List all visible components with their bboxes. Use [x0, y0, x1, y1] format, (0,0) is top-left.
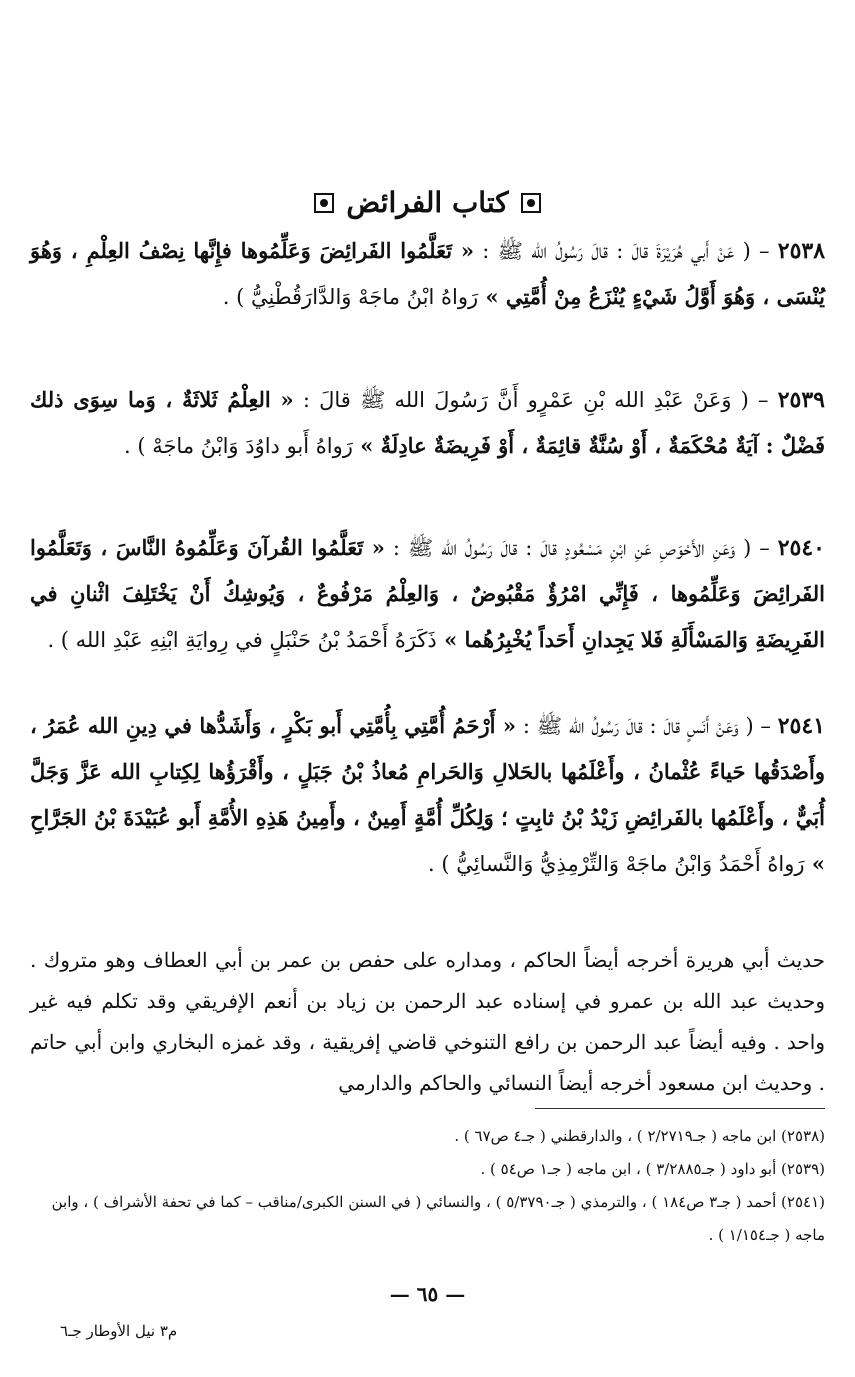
- hadith-intro: – ( وَعَنْ عَبْدِ الله بْنِ عَمْرٍو أَنَّ رَسُولَ الله ﷺ قالَ :: [293, 388, 778, 412]
- hadith-text: « تَعَلَّمُوا الفَرائِضَ وَعَلِّمُوها فإِنَّها نِصْفُ العِلْمِ ، وَهُوَ يُنْسَى ، وَهُوَ أَوَّلُ شَيْءٍ يُنْزَعُ مِنْ أُمَّتِي »: [30, 238, 825, 309]
- footnote: (٢٥٣٨) ابن ماجه ( جـ٢/٢٧١٩ ) ، والدارقطني ( جـ٤ ص٦٧ ) .: [454, 1127, 825, 1145]
- document-page: [30, 0, 825, 1377]
- hadith-2540: [30, 525, 825, 663]
- chapter-title: كتاب الفرائض: [346, 186, 509, 219]
- book-signature: م٣ نيل الأوطار جـ٦: [60, 1322, 178, 1340]
- hadith-2539: [30, 377, 825, 469]
- ornament-icon: [314, 193, 334, 213]
- footnote-divider: [535, 1108, 825, 1109]
- hadith-2538: [30, 228, 825, 320]
- page-number: — ٦٥ —: [389, 1282, 466, 1306]
- commentary-paragraph: حديث أبي هريرة أخرجه أيضاً الحاكم ، ومداره على حفص بن عمر بن أبي العطاف وهو متروك . وحديث عبد الله بن عمرو في إسناده عبد الرحمن بن زياد بن أنعم الإفريقي وقد تكلم فيه غير واحد . وفيه أيضاً عبد الرحمن بن رافع التنوخي قاضي إفريقية ، وقد غمزه البخاري وابن أبي حاتم . وحديث ابن مسعود أخرجه أيضاً النسائي والحاكم والدارمي: [30, 948, 825, 1095]
- hadith-source: رَواهُ أَحْمَدُ وَابْنُ ماجَهْ وَالتِّرْمِذِيُّ وَالنَّسائِيُّ ) .: [427, 852, 805, 876]
- hadith-number: ٢٥٤١: [777, 713, 825, 739]
- hadith-2541: [30, 703, 825, 887]
- hadith-source: رَواهُ ابْنُ ماجَهْ وَالدَّارَقُطْنِيُّ ) .: [222, 285, 479, 309]
- hadith-text: « العِلْمُ ثَلاثَةٌ ، وَما سِوَى ذلك فَضْلٌ : آيَةٌ مُحْكَمَةٌ ، أَوْ سُنَّةٌ قائِمَةٌ ، أَوْ فَرِيضَةٌ عادِلَةٌ »: [30, 387, 825, 458]
- hadith-intro: – ( عَنْ أَبي هُرَيْرَةَ قالَ : قالَ رَسُولُ الله ﷺ :: [474, 239, 778, 263]
- footnote: (٢٥٤١) أحمد ( جـ٣ ص١٨٤ ) ، والترمذي ( جـ٥/٣٧٩٠ ) ، والنسائي ( في السنن الكبرى/مناقب – كما في تحفة الأشراف ) ، وابن ماجه ( جـ١/١٥٤ ) .: [51, 1193, 825, 1244]
- footnotes: [30, 1120, 825, 1252]
- hadith-text: « تَعَلَّمُوا القُرآنَ وَعَلِّمُوهُ النَّاسَ ، وَتَعَلَّمُوا الفَرائِضَ وَعَلِّمُوها ، فَإِنِّي امْرُؤٌ مَقْبُوضٌ ، وَالعِلْمُ مَرْفُوعٌ ، وَيُوشِكُ أَنْ يَخْتَلِفَ اثْنانِ في الفَرِيضَةِ وَالمَسْأَلَةِ فَلا يَجِدانِ أَحَداً يُخْبِرُهُما »: [30, 535, 825, 652]
- hadith-number: ٢٥٤٠: [777, 535, 825, 561]
- hadith-intro: – ( وَعَنْ أَنَسٍ قالَ : قالَ رَسُولُ الله ﷺ :: [516, 714, 778, 738]
- chapter-heading: [30, 186, 825, 219]
- hadith-source: ذَكَرَهُ أَحْمَدُ بْنُ حَنْبَلٍ في رِوايَةِ ابْنِهِ عَبْدِ الله ) .: [47, 628, 437, 652]
- hadith-number: ٢٥٣٨: [777, 238, 826, 264]
- footnote: (٢٥٣٩) أبو داود ( جـ٣/٢٨٨٥ ) ، ابن ماجه ( جـ١ ص٥٤ ) .: [480, 1160, 825, 1178]
- hadith-number: ٢٥٣٩: [777, 387, 825, 413]
- hadith-text: « أَرْحَمُ أُمَّتِي بِأُمَّتِي أَبو بَكْرٍ ، وَأَشَدُّها في دِينِ الله عُمَرُ ، وأَصْدَقُها حَياءً عُثْمانُ ، وأَعْلَمُها بالحَلالِ وَالحَرامِ مُعاذُ بْنُ جَبَلٍ ، وأَقْرَؤُها لِكِتابِ الله عَزَّ وَجَلَّ أُبَيٌّ ، وأَعْلَمُها بالفَرائِضِ زَيْدُ بْنُ ثابِتٍ ؛ وَلِكُلِّ أُمَّةٍ أَمِينٌ ، وأَمِينُ هَذِهِ الأُمَّةِ أَبو عُبَيْدَةَ بْنُ الجَرَّاحِ »: [30, 713, 825, 876]
- ornament-icon: [521, 193, 541, 213]
- hadith-source: رَواهُ أَبو داوُدَ وَابْنُ ماجَهْ ) .: [123, 434, 353, 458]
- hadith-intro: – ( وَعَنِ الأَحْوَصِ عَنِ ابْنِ مَسْعُودٍ قالَ : قالَ رَسُولُ الله ﷺ :: [384, 536, 778, 560]
